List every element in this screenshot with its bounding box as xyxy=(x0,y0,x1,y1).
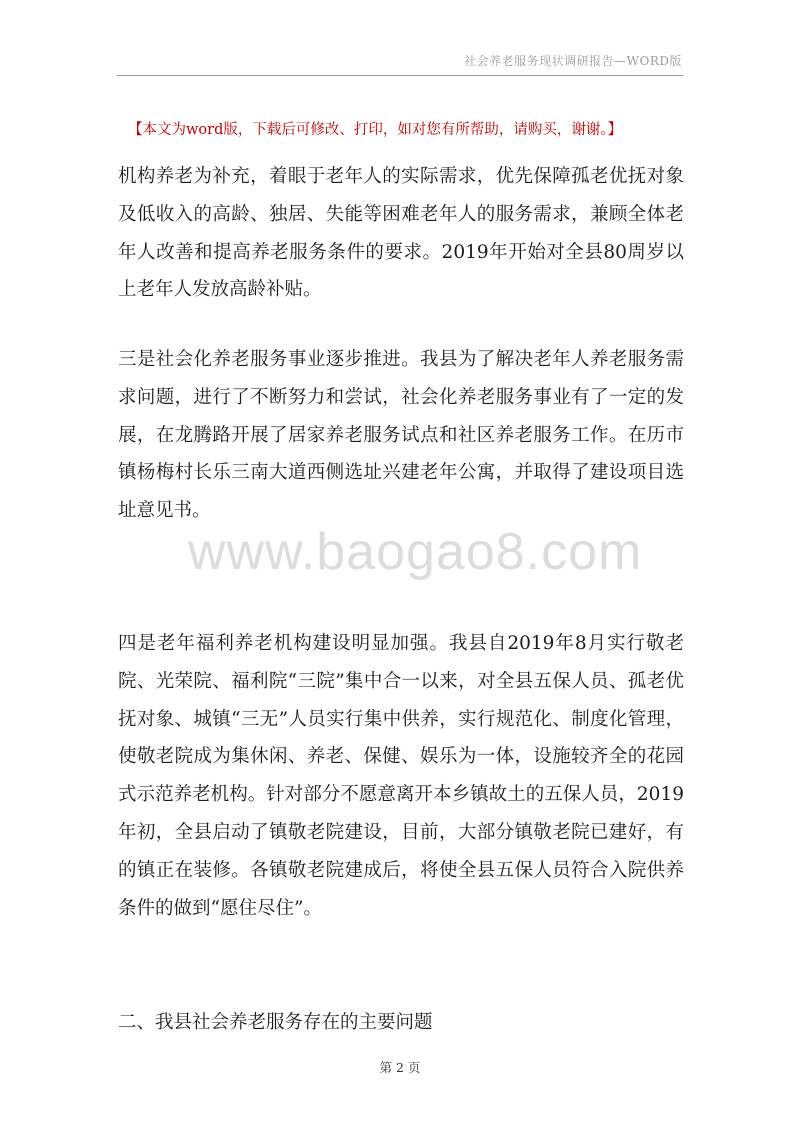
paragraph-elderly-care-supplement: 机构养老为补充，着眼于老年人的实际需求，优先保障孤老优抚对象及低收入的高龄、独居、失能等困难老年人的服务需求，兼顾全体老年人改善和提高养老服务条件的要求。2019年开始对全县80周岁以上老年人发放高龄补贴。 xyxy=(118,166,684,301)
paragraph-welfare-institutions: 四是老年福利养老机构建设明显加强。我县自2019年8月实行敬老院、光荣院、福利院“三院”集中合一以来，对全县五保人员、孤老优抚对象、城镇“三无”人员实行集中供养，实行规范化、制度化管理，使敬老院成为集休闲、养老、保健、娱乐为一体，设施较齐全的花园式示范养老机构。针对部分不愿意离开本乡镇故土的五保人员，2019年初，全县启动了镇敬老院建设，目前，大部分镇敬老院已建好，有的镇正在装修。各镇敬老院建成后，将使全县五保人员符合入院供养条件的做到“愿住尽住”。 xyxy=(118,633,684,919)
page-number: 第 2 页 xyxy=(379,1060,421,1075)
purchase-notice: 【本文为word版，下载后可修改、打印，如对您有所帮助，请购买，谢谢。】 xyxy=(128,122,623,138)
header-divider xyxy=(117,75,683,76)
watermark: www.baogao8.com xyxy=(188,523,643,581)
section-heading-main-problems: 二、我县社会养老服务存在的主要问题 xyxy=(118,1012,433,1033)
paragraph-socialized-care: 三是社会化养老服务事业逐步推进。我县为了解决老年人养老服务需求问题，进行了不断努力和尝试，社会化养老服务事业有了一定的发展，在龙腾路开展了居家养老服务试点和社区养老服务工作。在历市镇杨梅村长乐三南大道西侧选址兴建老年公寓，并取得了建设项目选址意见书。 xyxy=(118,349,684,522)
document-header-title: 社会养老服务现状调研报告—WORD版 xyxy=(464,54,682,68)
